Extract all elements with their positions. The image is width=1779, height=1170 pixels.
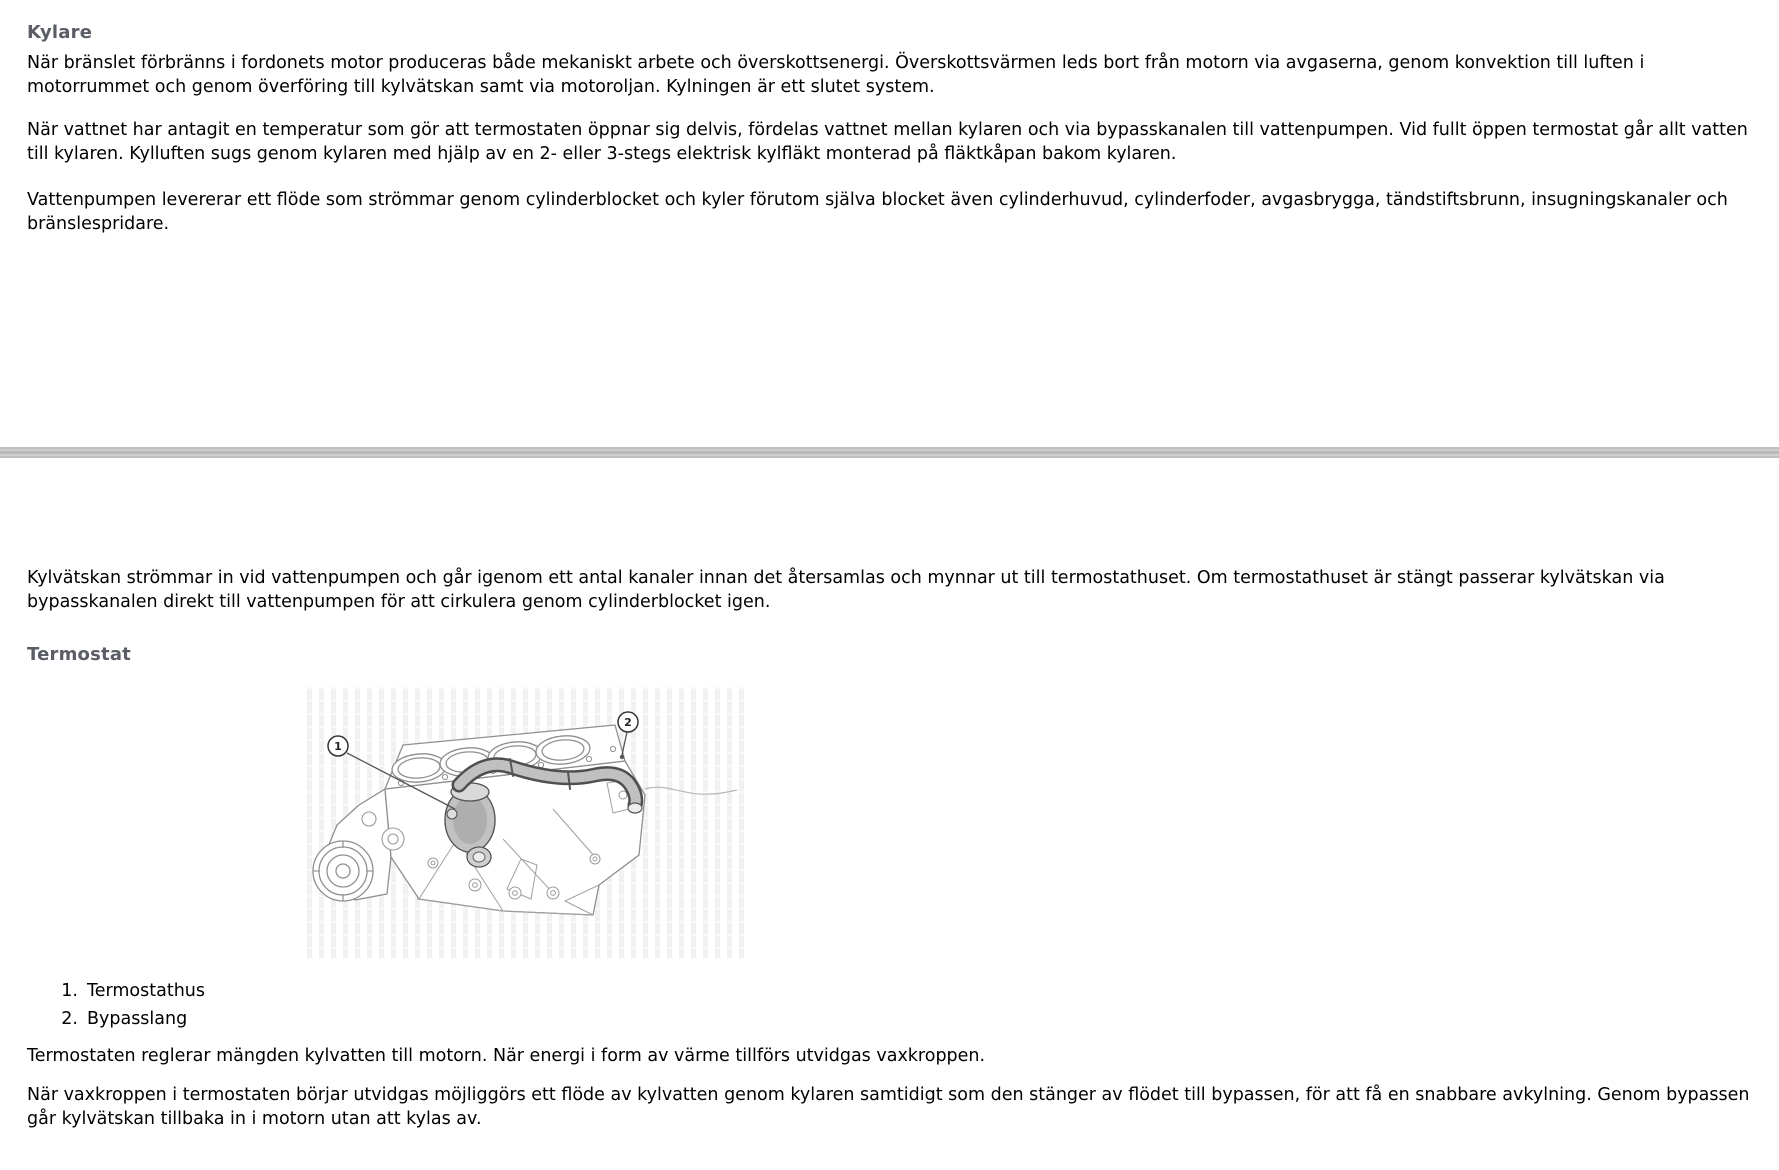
legend-item-number: 1. bbox=[61, 981, 78, 1001]
figure-legend-list bbox=[57, 981, 205, 1036]
paragraph-thermostat-open: När vattnet har antagit en temperatur som gör att termostaten öppnar sig delvis, fördelas vattnet mellan kylaren och via bypasskanalen till vattenpumpen. Vid fullt öppen termostat går allt vatten till kylaren. Kylluften sugs genom kylaren med hjälp av en 2- eller 3-stegs elektrisk kylfläkt monterad på fläktkåpan bakom kylaren. bbox=[27, 120, 1748, 164]
paragraph-combustion: När bränslet förbränns i fordonets motor produceras både mekaniskt arbete och överskottsenergi. Överskottsvärmen leds bort från motorn via avgaserna, genom konvektion till luften i motorrummet och genom överföring till kylvätskan samt via motoroljan. Kylningen är ett slutet system. bbox=[27, 53, 1645, 97]
paragraph-waterpump: Vattenpumpen levererar ett flöde som strömmar genom cylinderblocket och kyler förutom själva blocket även cylinderhuvud, cylinderfoder, avgasbrygga, tändstiftsbrunn, insugningskanaler och bränslespridare. bbox=[27, 190, 1728, 234]
figure-callout-2 bbox=[618, 712, 638, 732]
legend-item-termostathus bbox=[57, 981, 205, 1009]
callout-2-number: 2 bbox=[624, 716, 632, 729]
frame-divider bbox=[0, 447, 1779, 458]
figure-callout-1 bbox=[328, 736, 348, 756]
legend-item-label: Bypasslang bbox=[87, 1008, 188, 1029]
paragraph-wax-body: När vaxkroppen i termostaten börjar utvidgas möjliggörs ett flöde av kylvatten genom kylaren samtidigt som den stänger av flödet till bypassen, för att få en snabbare avkylning. Genom bypassen går kylvätskan tillbaka in i motorn utan att kylas av. bbox=[27, 1085, 1750, 1129]
paragraph-thermostat-function: Termostaten reglerar mängden kylvatten till motorn. När energi i form av värme tillförs utvidgas vaxkroppen. bbox=[27, 1046, 986, 1066]
heading-termostat: Termostat bbox=[27, 644, 131, 665]
callout-1-number: 1 bbox=[334, 740, 342, 753]
heading-kylare: Kylare bbox=[27, 22, 93, 43]
legend-item-label: Termostathus bbox=[87, 981, 205, 1001]
engine-diagram bbox=[307, 687, 748, 958]
legend-item-bypasslang bbox=[57, 1009, 205, 1037]
engine-figure bbox=[307, 687, 748, 958]
legend-item-number: 2. bbox=[61, 1008, 78, 1029]
paragraph-coolant-flow: Kylvätskan strömmar in vid vattenpumpen och går igenom ett antal kanaler innan det återsamlas och mynnar ut till termostathuset. Om termostathuset är stängt passerar kylvätskan via bypasskanalen direkt till vattenpumpen för att cirkulera genom cylinderblocket igen. bbox=[27, 568, 1665, 612]
